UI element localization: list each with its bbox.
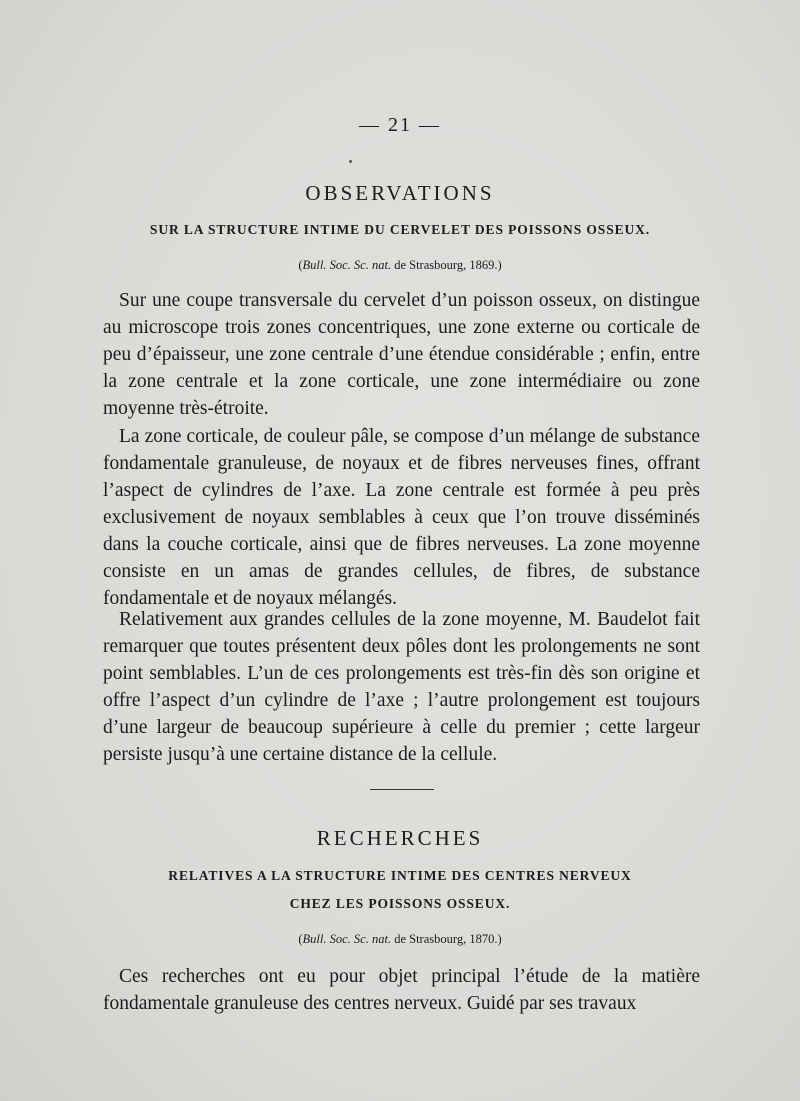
citation-journal: Bull. Soc. Sc. nat. xyxy=(302,932,392,946)
citation-open: ( xyxy=(298,258,303,272)
citation-observations xyxy=(0,258,800,273)
paragraph: La zone corticale, de couleur pâle, se compose d’un mélange de substance fondamentale granuleuse, de noyaux et de fibres nerveuses fines, offrant l’aspect de cylindres de l’axe. La zone centrale est formée à peu près exclusivement de noyaux semblables à ceux que l’on trouve disséminés dans la couche corticale, ainsi que de fibres nerveuses. La zone moyenne consiste en un amas de grandes cellules, de fibres, de substance fondamentale et de noyaux mélangés. xyxy=(103,426,700,609)
section-subtitle-recherches-line2: CHEZ LES POISSONS OSSEUX. xyxy=(289,896,511,911)
print-speck xyxy=(349,160,352,163)
paragraph: Relativement aux grandes cellules de la zone moyenne, M. Baudelot fait remarquer que toutes présentent deux pôles dont les prolongements ne sont point semblables. L’un de ces prolongements est très-fin dès son origine et offre l’aspect d’un cylindre de l’axe ; l’autre prolongement est toujours d’une largeur de beaucoup supérieure à celle du premier ; cette largeur persiste jusqu’à une certaine distance de la cellule. xyxy=(103,609,700,765)
paragraph: Sur une coupe transversale du cervelet d’un poisson osseux, on distingue au microscope trois zones concentriques, une zone externe ou corticale de peu d’épaisseur, une zone centrale d’une étendue considérable ; enfin, entre la zone centrale et la zone corticale, une zone intermédiaire ou zone moyenne très-étroite. xyxy=(103,290,700,419)
citation-details: de Strasbourg, 1869.) xyxy=(391,258,502,272)
citation-journal: Bull. Soc. Sc. nat. xyxy=(302,258,392,272)
section-subtitle-observations: SUR LA STRUCTURE INTIME DU CERVELET DES POISSONS OSSEUX. xyxy=(149,222,651,237)
citation-open: ( xyxy=(298,932,303,946)
paragraph: Ces recherches ont eu pour objet principal l’étude de la matière fondamentale granuleuse des centres nerveux. Guidé par ses travaux xyxy=(103,966,700,1014)
citation-details: de Strasbourg, 1870.) xyxy=(391,932,502,946)
section-title-recherches: RECHERCHES xyxy=(316,826,484,850)
section-subtitle-recherches-line1: RELATIVES A LA STRUCTURE INTIME DES CENTRES NERVEUX xyxy=(168,868,632,883)
page-number: — 21 — xyxy=(359,114,441,136)
section-title-observations: OBSERVATIONS xyxy=(305,181,495,205)
citation-recherches xyxy=(0,932,800,947)
section-divider xyxy=(370,789,434,790)
